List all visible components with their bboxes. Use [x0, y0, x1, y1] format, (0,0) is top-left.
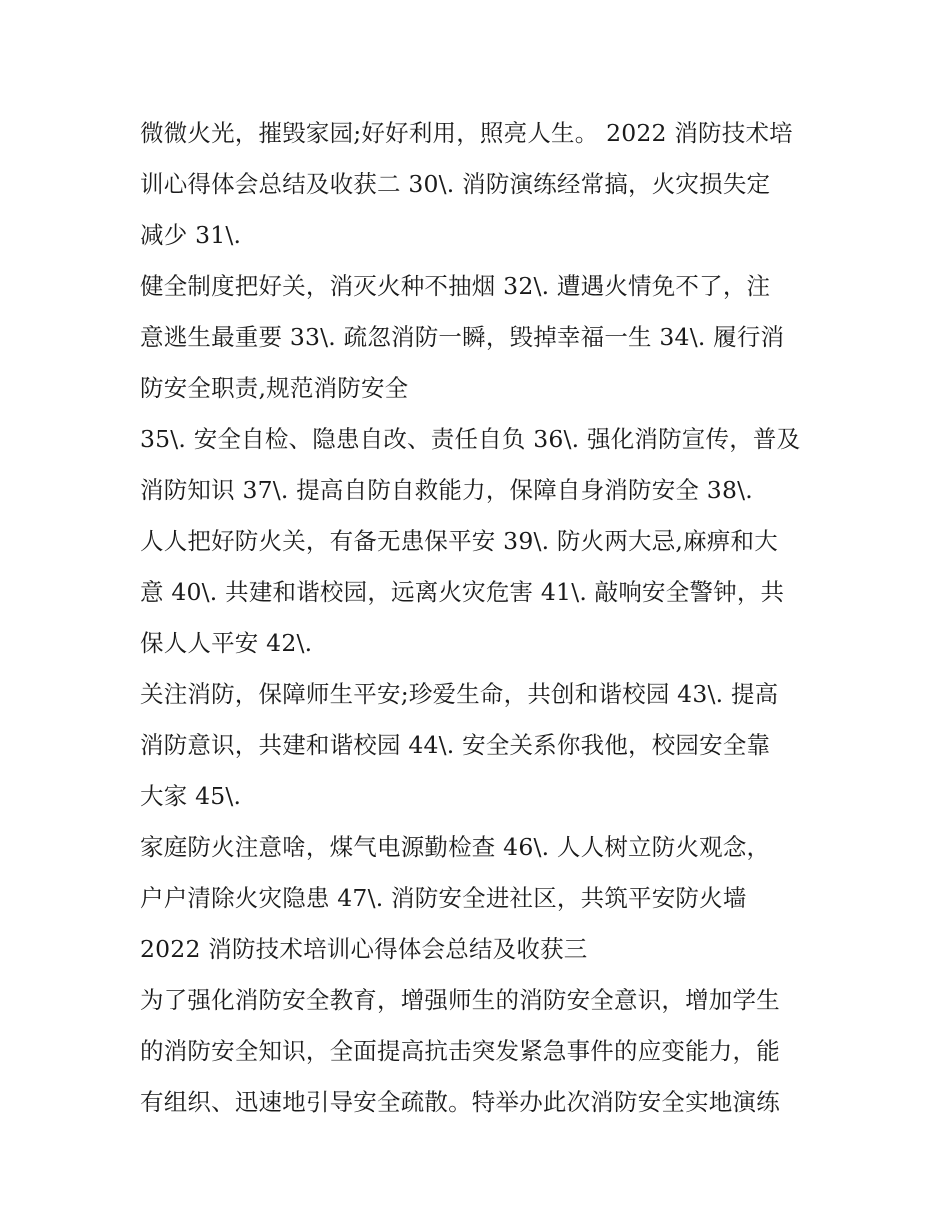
text-line: 训心得体会总结及收获二 30\. 消防演练经常搞，火灾损失定 [140, 170, 771, 198]
document-body [140, 108, 820, 1128]
text-line: 意逃生最重要 33\. 疏忽消防一瞬，毁掉幸福一生 34\. 履行消 [140, 323, 785, 351]
section-heading: 2022 消防技术培训心得体会总结及收获三 [140, 935, 588, 963]
text-line: 的消防安全知识，全面提高抗击突发紧急事件的应变能力，能 [140, 1037, 780, 1065]
text-line: 大家 45\. [140, 782, 242, 810]
text-line: 健全制度把好关，消灭火种不抽烟 32\. 遭遇火情免不了，注 [140, 272, 771, 300]
text-line: 微微火光，摧毁家园;好好利用，照亮人生。 2022 消防技术培 [140, 119, 793, 147]
text-line: 防安全职责,规范消防安全 [140, 374, 409, 402]
text-line: 户户清除火灾隐患 47\. 消防安全进社区，共筑平安防火墙 [140, 884, 747, 912]
text-line: 保人人平安 42\. [140, 629, 313, 657]
text-line: 家庭防火注意啥，煤气电源勤检查 46\. 人人树立防火观念， [140, 833, 771, 861]
text-line: 消防知识 37\. 提高自防自救能力，保障自身消防安全 38\. [140, 476, 753, 504]
text-line: 35\. 安全自检、隐患自改、责任自负 36\. 强化消防宣传，普及 [140, 425, 801, 453]
text-line: 减少 31\. [140, 221, 242, 249]
text-line: 意 40\. 共建和谐校园，远离火灾危害 41\. 敲响安全警钟，共 [140, 578, 785, 606]
text-line: 有组织、迅速地引导安全疏散。特举办此次消防安全实地演练 [140, 1088, 780, 1116]
text-line: 关注消防，保障师生平安;珍爱生命，共创和谐校园 43\. 提高 [140, 680, 779, 708]
text-line: 人人把好防火关，有备无患保平安 39\. 防火两大忌,麻痹和大 [140, 527, 778, 555]
text-line: 消防意识，共建和谐校园 44\. 安全关系你我他，校园安全靠 [140, 731, 771, 759]
text-line: 为了强化消防安全教育，增强师生的消防安全意识，增加学生 [140, 986, 780, 1014]
